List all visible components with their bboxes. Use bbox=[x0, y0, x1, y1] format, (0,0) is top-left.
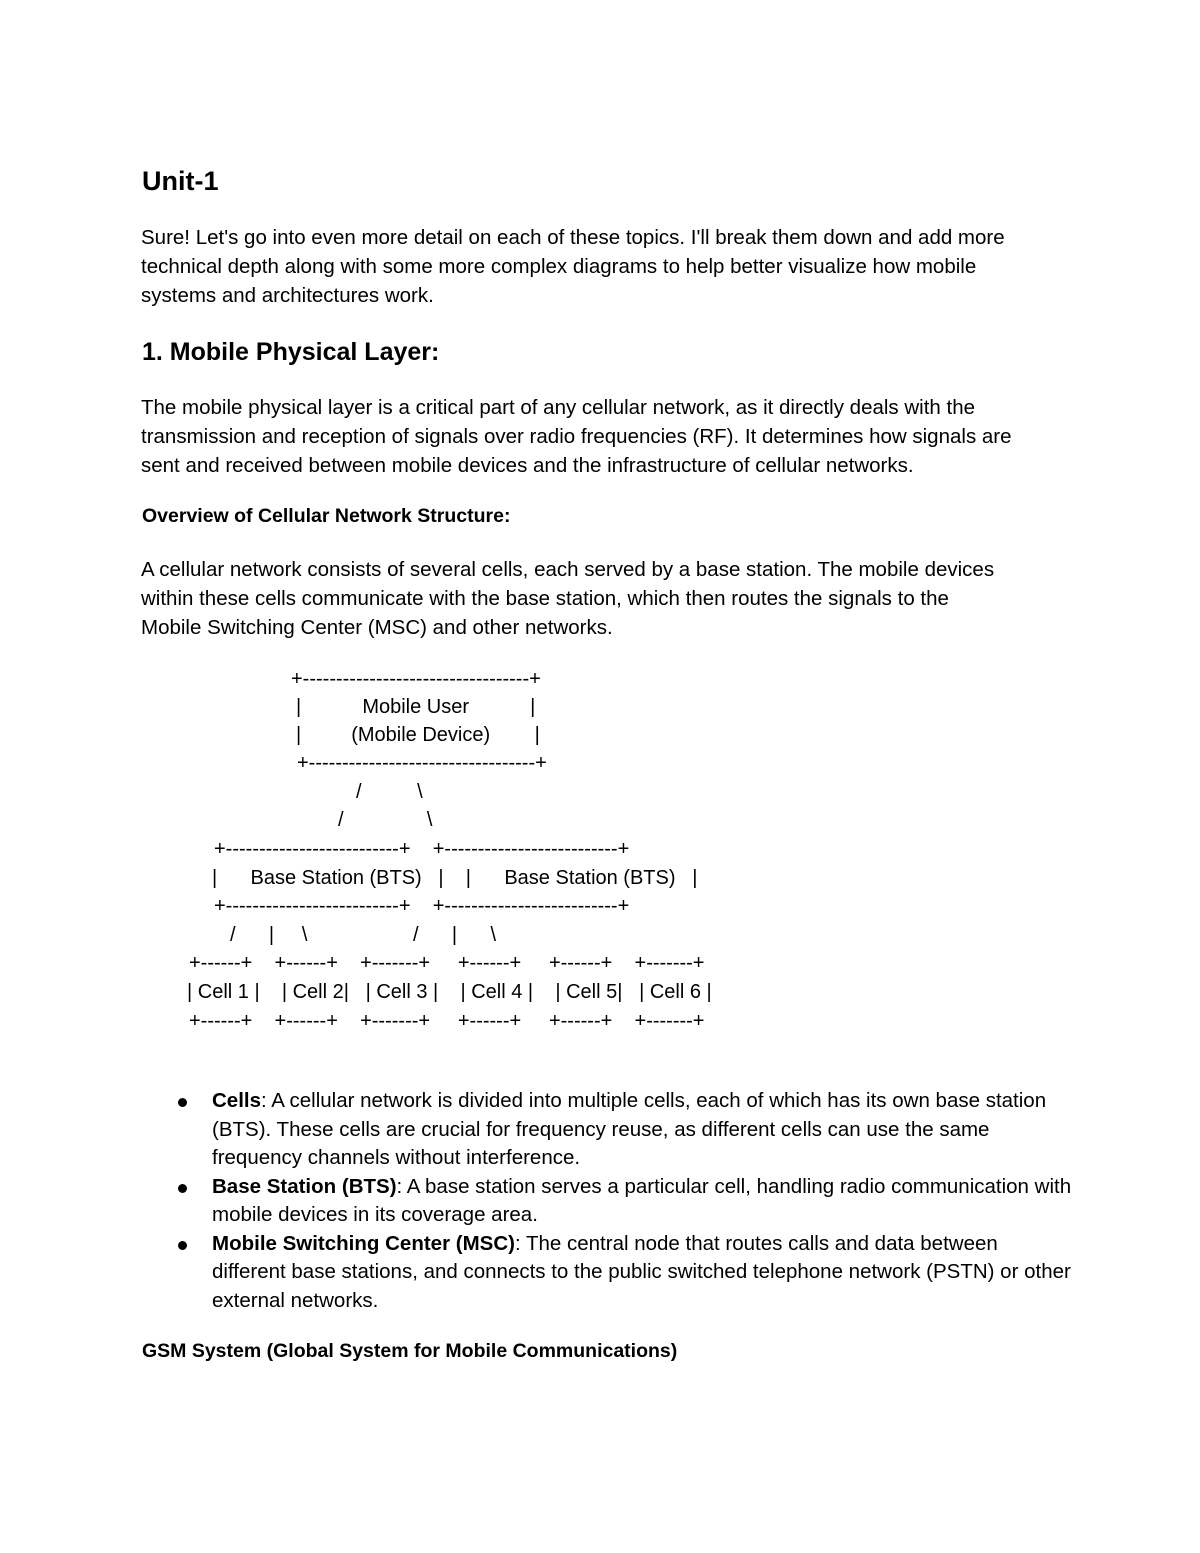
overview-line-1: A cellular network consists of several cells, each served by a base station. The mobile devices bbox=[141, 558, 995, 581]
diagram-user-top-border: +----------------------------------+ bbox=[291, 668, 541, 690]
list-item bbox=[174, 1173, 1072, 1230]
diagram-cells-top-border: +------+ +------+ +-------+ +------+ +------+ +-------+ bbox=[189, 952, 705, 974]
definition-base-station: : A base station serves a particular cell, handling radio communication with mobile devices in its coverage area. bbox=[212, 1174, 1072, 1226]
subheading-overview: Overview of Cellular Network Structure: bbox=[142, 505, 511, 527]
diagram-bts-top-border: +--------------------------+ +--------------------------+ bbox=[214, 838, 630, 860]
intro-line-1: Sure! Let's go into even more detail on each of these topics. I'll break them down and add more bbox=[141, 226, 1005, 249]
intro-line-3: systems and architectures work. bbox=[141, 284, 434, 307]
definition-list bbox=[174, 1087, 1072, 1315]
diagram-base-stations: | Base Station (BTS) | | Base Station (BTS) | bbox=[212, 867, 698, 889]
physical-layer-line-3: sent and received between mobile devices and the infrastructure of cellular networks. bbox=[141, 454, 914, 477]
overview-line-3: Mobile Switching Center (MSC) and other networks. bbox=[141, 616, 613, 639]
physical-layer-line-1: The mobile physical layer is a critical part of any cellular network, as it directly deals with the bbox=[141, 396, 976, 419]
term-msc: Mobile Switching Center (MSC) bbox=[212, 1231, 515, 1255]
intro-line-2: technical depth along with some more complex diagrams to help better visualize how mobile bbox=[141, 255, 977, 278]
physical-layer-line-2: transmission and reception of signals over radio frequencies (RF). It determines how signals are bbox=[141, 425, 1012, 448]
diagram-connector-1: / \ bbox=[356, 781, 423, 803]
page-title: Unit-1 bbox=[142, 166, 219, 196]
term-base-station: Base Station (BTS) bbox=[212, 1174, 397, 1198]
diagram-mobile-device: | (Mobile Device) | bbox=[296, 724, 540, 746]
definition-cells: : A cellular network is divided into multiple cells, each of which has its own base station (BTS). These cells are crucial for frequency reuse, as different cells can use the same frequency channels without interference. bbox=[212, 1089, 1047, 1169]
list-item bbox=[174, 1230, 1072, 1316]
diagram-bts-bottom-border: +--------------------------+ +--------------------------+ bbox=[214, 895, 630, 917]
section-heading-physical-layer: 1. Mobile Physical Layer: bbox=[142, 338, 440, 366]
diagram-user-bottom-border: +----------------------------------+ bbox=[297, 752, 547, 774]
term-cells: Cells bbox=[212, 1089, 261, 1112]
definition-msc: : The central node that routes calls and data between different base stations, and connects to the public switched telephone network (PSTN) or other external networks. bbox=[212, 1231, 1071, 1312]
list-item bbox=[174, 1087, 1072, 1173]
diagram-cells-bottom-border: +------+ +------+ +-------+ +------+ +------+ +-------+ bbox=[189, 1010, 705, 1032]
diagram-branches: / | \ / | \ bbox=[230, 924, 496, 946]
diagram-mobile-user: | Mobile User | bbox=[296, 696, 536, 718]
diagram-cells: | Cell 1 | | Cell 2| | Cell 3 | | Cell 4 | | Cell 5| | Cell 6 | bbox=[187, 981, 712, 1003]
diagram-connector-2: / \ bbox=[338, 809, 433, 831]
subheading-gsm: GSM System (Global System for Mobile Communications) bbox=[142, 1340, 678, 1362]
overview-line-2: within these cells communicate with the base station, which then routes the signals to the bbox=[141, 587, 949, 610]
